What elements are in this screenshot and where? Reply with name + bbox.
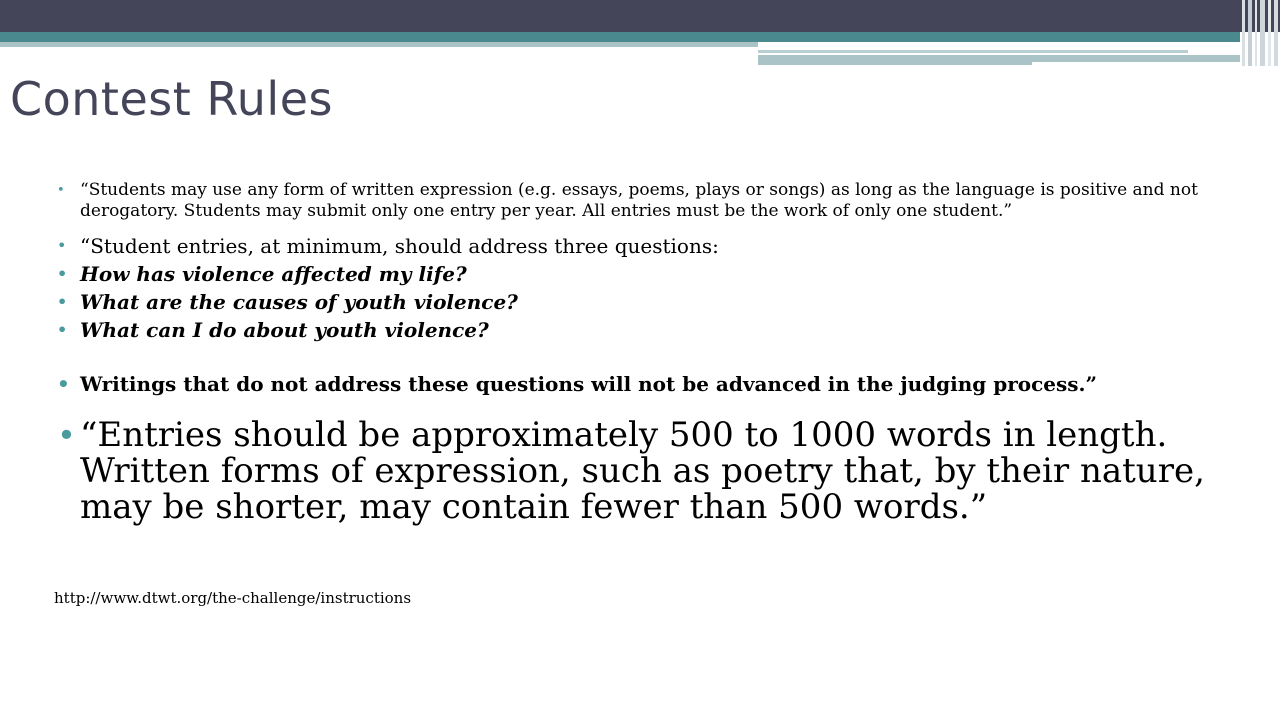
header-thin-line <box>758 50 1188 53</box>
header-dark-bar <box>0 0 1280 32</box>
list-item-length: • “Entries should be approximately 500 to 1000 words in length. Written forms of expression, such as poetry that, by their nature, may be shorter, may contain fewer than 500 words.” <box>55 417 1230 525</box>
list-item-lead: • “Student entries, at minimum, should address three questions: <box>55 232 1230 260</box>
header-light-bar <box>0 42 760 47</box>
header-stripes <box>1240 0 1280 66</box>
list-item-question-1: • How has violence affected my life? <box>55 260 1230 288</box>
source-url: http://www.dtwt.org/the-challenge/instructions <box>54 589 412 607</box>
list-item-warning: • Writings that do not address these questions will not be advanced in the judging process.” <box>55 372 1230 396</box>
header-white-notch <box>758 42 1240 50</box>
list-item-intro: • “Students may use any form of written expression (e.g. essays, poems, plays or songs) as long as the language is positive and not derogatory. Students may submit only one entry per year. All entries must be the work of only one student.” <box>55 180 1230 222</box>
rules-list <box>55 180 1230 525</box>
header-teal-bar <box>0 32 1240 42</box>
header-band-gap <box>1032 62 1240 65</box>
list-item-question-3: • What can I do about youth violence? <box>55 316 1230 344</box>
slide-title: Contest Rules <box>10 72 333 126</box>
list-item-question-2: • What are the causes of youth violence? <box>55 288 1230 316</box>
